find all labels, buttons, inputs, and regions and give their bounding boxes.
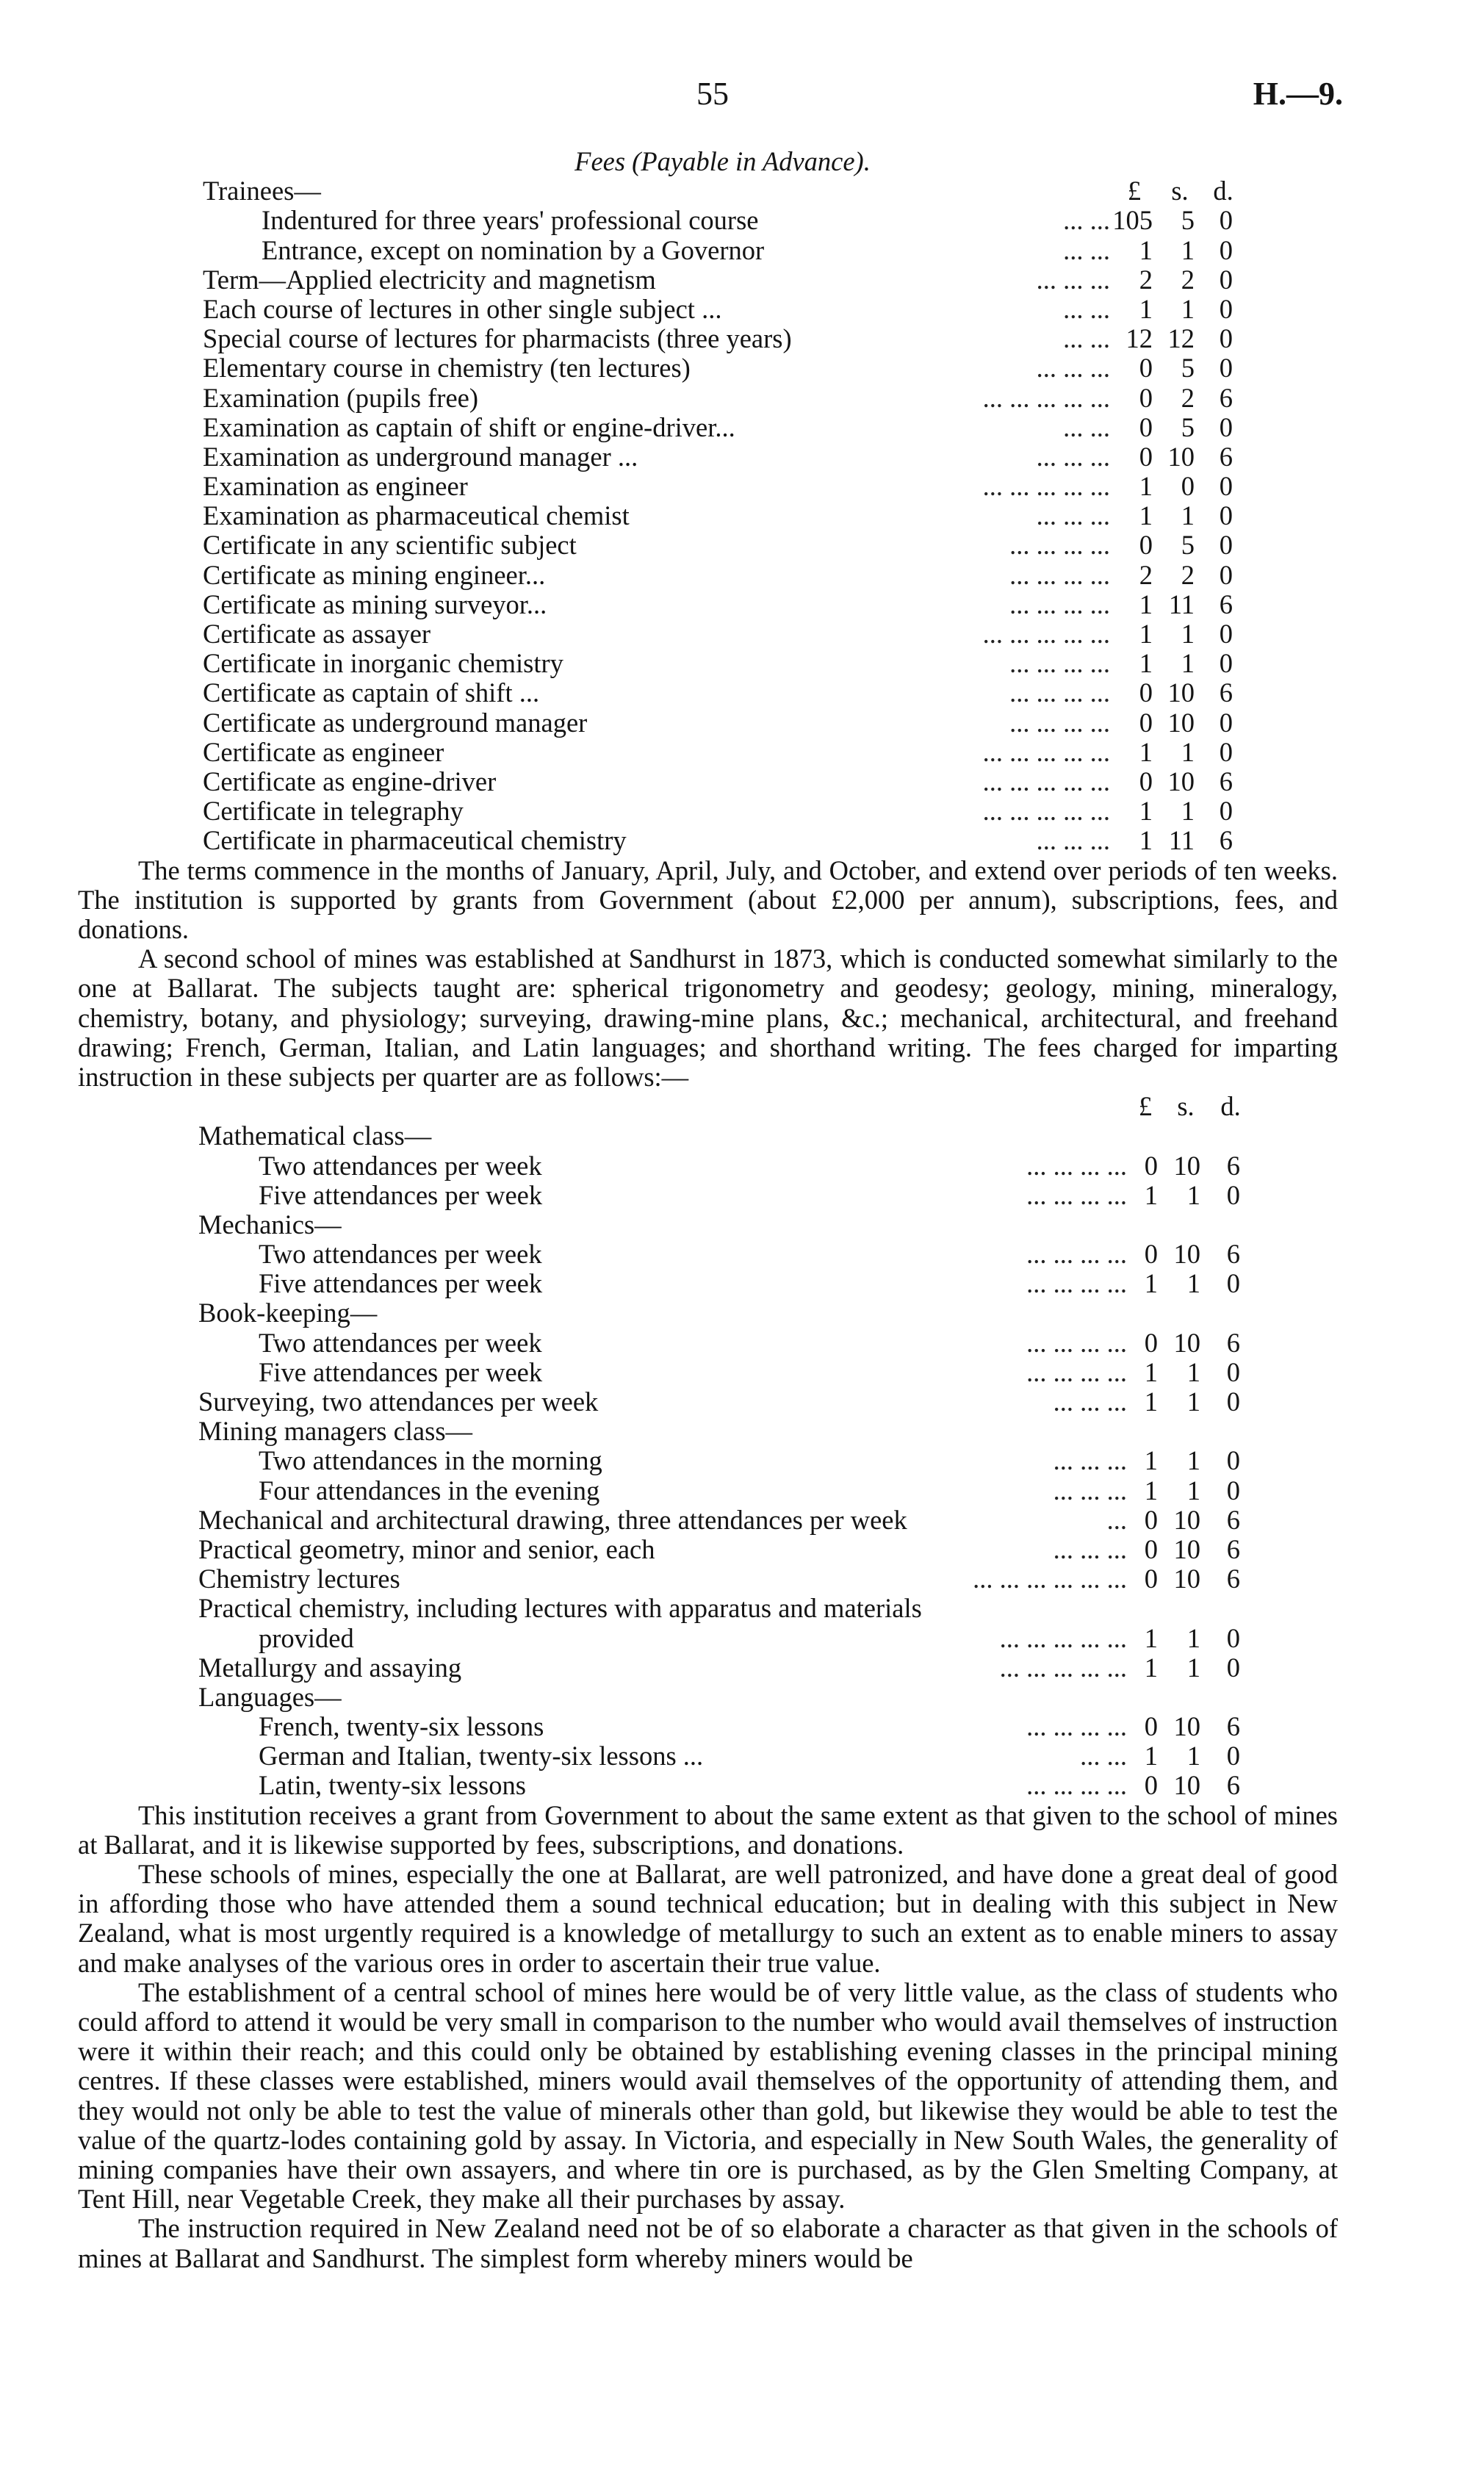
fee-shillings: 10: [1167, 707, 1195, 738]
fee-shillings: 1: [1181, 648, 1195, 679]
body-paragraph: The establishment of a central school of mines here would be of very little value, as the class of students who could afford to attend it would be very small in comparison to the number who would avail themselves of instruction were it within their reach; and this could only be obtained by establishing evening classes in the principal mining centres. If these classes were established, miners would avail themselves of the opportunity of attending them, and they would not only be able to test the value of minerals other than gold, but likewise they would be able to test the value of the quartz-lodes containing gold by assay. In Victoria, and especially in New South Wales, the generality of mining companies have their own assayers, and where tin ore is purchased, as by the Glen Smelting Company, at Tent Hill, near Vegetable Creek, they make all their purchases by assay.: [78, 1976, 1338, 2215]
leader-dots: ... ... ... ... ...: [999, 1622, 1127, 1653]
fee-pence: 6: [1219, 766, 1233, 796]
fee-row: [78, 1269, 1338, 1298]
fee-row: [78, 501, 1338, 530]
fee-shillings: 10: [1173, 1564, 1200, 1594]
fee-label: Examination as pharmaceutical chemist: [203, 500, 630, 531]
fee-pounds: 1: [1144, 1386, 1158, 1417]
fee-label: Chemistry lectures: [198, 1564, 400, 1594]
fee-row: [78, 1181, 1338, 1210]
fee-pounds: 0: [1139, 766, 1153, 796]
fee-pence: 0: [1219, 707, 1233, 738]
fees-caption: Fees (Payable in Advance).: [574, 146, 871, 176]
fee-label: Examination as engineer: [203, 471, 468, 502]
fee-label: Certificate as engineer: [203, 736, 444, 767]
leader-dots: ... ... ... ...: [1026, 1179, 1127, 1210]
leader-dots: ... ... ... ... ...: [982, 766, 1110, 796]
leader-dots: ... ... ... ... ...: [982, 382, 1110, 413]
fee-label: Certificate as assayer: [203, 619, 431, 649]
fee-pounds: 0: [1144, 1533, 1158, 1564]
fee-row: [78, 1741, 1338, 1771]
leader-dots: ... ... ... ...: [1009, 559, 1110, 590]
fee-pounds: 0: [1144, 1711, 1158, 1742]
fee-row: [78, 561, 1338, 590]
column-shillings: s.: [1177, 1091, 1195, 1122]
fee-shillings: 10: [1173, 1770, 1200, 1801]
leader-dots: ... ... ...: [1053, 1445, 1127, 1476]
fee-shillings: 1: [1181, 234, 1195, 265]
fee-row: [78, 1506, 1338, 1535]
fee-row: [78, 1712, 1338, 1741]
fee-pounds: 1: [1139, 589, 1153, 619]
fee-pence: 6: [1219, 825, 1233, 856]
fee-pence: 6: [1226, 1504, 1240, 1535]
leader-dots: ... ... ...: [1036, 441, 1110, 472]
fee-label: Two attendances in the morning: [259, 1445, 602, 1476]
fee-pounds: 1: [1144, 1652, 1158, 1683]
fee-label: Mechanical and architectural drawing, three attendances per week: [198, 1504, 907, 1535]
fee-shillings: 1: [1181, 736, 1195, 767]
fee-pence: 6: [1219, 441, 1233, 472]
leader-dots: ... ... ... ... ...: [982, 796, 1110, 827]
leader-dots: ... ... ... ...: [1026, 1770, 1127, 1801]
fee-shillings: 0: [1181, 471, 1195, 502]
fee-row: [78, 796, 1338, 826]
fee-pence: 0: [1226, 1652, 1240, 1683]
fee-pence: 0: [1226, 1179, 1240, 1210]
fee-label: Mathematical class—: [198, 1121, 432, 1151]
fee-shillings: 1: [1186, 1386, 1200, 1417]
fee-group-heading: [78, 1594, 1338, 1623]
leader-dots: ... ... ... ... ...: [982, 471, 1110, 502]
body-paragraph: The instruction required in New Zealand need not be of so elaborate a character as that given in the schools of mines at Ballarat and Sandhurst. The simplest form whereby miners would be: [78, 2213, 1338, 2273]
fee-pounds: 1: [1144, 1741, 1158, 1771]
fee-pence: 6: [1219, 589, 1233, 619]
sandhurst-table-header: [78, 1092, 1338, 1121]
paragraphs-group-b: [78, 1801, 1338, 2273]
fee-label: Entrance, except on nomination by a Governor: [262, 234, 765, 265]
fee-pence: 0: [1219, 530, 1233, 561]
fee-label: Examination as captain of shift or engine-driver...: [203, 411, 735, 442]
leader-dots: ... ... ... ... ...: [982, 736, 1110, 767]
fee-pounds: 0: [1144, 1564, 1158, 1594]
fee-pence: 0: [1226, 1268, 1240, 1299]
fee-label: Certificate as mining engineer...: [203, 559, 546, 590]
fee-shillings: 10: [1173, 1239, 1200, 1270]
fee-row: [78, 1476, 1338, 1506]
document-reference: H.—9.: [1253, 76, 1343, 112]
fee-pence: 0: [1219, 500, 1233, 531]
fee-label: Certificate in any scientific subject: [203, 530, 577, 561]
fee-row: [78, 1387, 1338, 1417]
ballarat-fees-table: [78, 206, 1338, 855]
fee-pence: 6: [1226, 1533, 1240, 1564]
fee-label: Certificate as captain of shift ...: [203, 677, 540, 708]
column-pounds: £: [1138, 1091, 1153, 1122]
fee-shillings: 10: [1173, 1711, 1200, 1742]
body-paragraph: This institution receives a grant from Government to about the same extent as that given to the school of mines at Ballarat, and it is likewise supported by fees, subscriptions, and donations.: [78, 1799, 1338, 1860]
leader-dots: ... ... ...: [1053, 1475, 1127, 1506]
fee-row: [78, 1653, 1338, 1683]
fee-label: Each course of lectures in other single subject ...: [203, 293, 722, 324]
fee-row: [78, 442, 1338, 472]
fee-pence: 0: [1219, 353, 1233, 384]
fee-row: [78, 236, 1338, 265]
leader-dots: ... ... ... ...: [1026, 1268, 1127, 1299]
trainees-heading: Trainees—: [203, 176, 321, 206]
fee-shillings: 1: [1181, 500, 1195, 531]
fee-pounds: 0: [1139, 441, 1153, 472]
leader-dots: ... ...: [1063, 234, 1110, 265]
fee-row: [78, 295, 1338, 324]
fee-label: Practical geometry, minor and senior, each: [198, 1533, 655, 1564]
fee-pounds: 1: [1139, 619, 1153, 649]
fee-shillings: 1: [1186, 1179, 1200, 1210]
fee-pounds: 0: [1139, 353, 1153, 384]
fee-pounds: 1: [1144, 1179, 1158, 1210]
fee-pence: 0: [1226, 1356, 1240, 1387]
column-shillings: s.: [1171, 176, 1189, 206]
fee-row: [78, 530, 1338, 560]
fee-pence: 6: [1226, 1327, 1240, 1358]
fee-pence: 0: [1219, 264, 1233, 295]
fee-row: [78, 1446, 1338, 1475]
body-paragraph: The terms commence in the months of January, April, July, and October, and extend over periods of ten weeks. The institution is supported by grants from Government (about £2,000 per annum), subscriptions, fees, and donations.: [78, 855, 1338, 944]
fee-pence: 0: [1219, 736, 1233, 767]
fee-label: Term—Applied electricity and magnetism: [203, 264, 656, 295]
fee-label: Four attendances in the evening: [259, 1475, 600, 1506]
fee-label: French, twenty-six lessons: [259, 1711, 544, 1742]
leader-dots: ... ... ... ...: [1026, 1239, 1127, 1270]
leader-dots: ... ... ... ... ...: [999, 1652, 1127, 1683]
leader-dots: ... ... ... ...: [1009, 677, 1110, 708]
fee-group-heading: [78, 1683, 1338, 1712]
leader-dots: ... ... ... ...: [1009, 707, 1110, 738]
fee-pence: 6: [1219, 677, 1233, 708]
fee-pounds: 2: [1139, 264, 1153, 295]
fee-label: Five attendances per week: [259, 1268, 543, 1299]
fee-pounds: 1: [1139, 796, 1153, 827]
fee-row: [78, 738, 1338, 767]
fee-shillings: 1: [1181, 293, 1195, 324]
fee-pounds: 0: [1144, 1770, 1158, 1801]
fee-label: Certificate as underground manager: [203, 707, 588, 738]
fee-shillings: 1: [1186, 1445, 1200, 1476]
fee-shillings: 2: [1181, 559, 1195, 590]
fee-label: Certificate in telegraphy: [203, 796, 464, 827]
fees-table-header: [78, 176, 1338, 206]
fee-shillings: 5: [1181, 411, 1195, 442]
leader-dots: ... ... ... ...: [1026, 1327, 1127, 1358]
leader-dots: ... ... ... ...: [1009, 648, 1110, 679]
fee-pounds: 1: [1144, 1356, 1158, 1387]
leader-dots: ... ... ... ...: [1009, 530, 1110, 561]
fee-shillings: 2: [1181, 264, 1195, 295]
fee-row: [78, 619, 1338, 649]
fee-label: Mechanics—: [198, 1209, 342, 1240]
fee-shillings: 1: [1186, 1356, 1200, 1387]
paragraphs-group-a: [78, 856, 1338, 1093]
fee-pence: 0: [1226, 1622, 1240, 1653]
fee-label: provided: [259, 1622, 354, 1653]
fee-shillings: 5: [1181, 530, 1195, 561]
fee-pence: 6: [1226, 1150, 1240, 1181]
column-pence: d.: [1213, 176, 1233, 206]
fee-label: Certificate in inorganic chemistry: [203, 648, 563, 679]
fee-row: [78, 678, 1338, 708]
fee-row: [78, 1624, 1338, 1653]
fee-shillings: 1: [1186, 1268, 1200, 1299]
fee-label: Languages—: [198, 1681, 342, 1712]
leader-dots: ... ... ... ... ... ...: [973, 1564, 1127, 1594]
fee-shillings: 10: [1167, 677, 1195, 708]
leader-dots: ... ...: [1063, 323, 1110, 354]
fee-row: [78, 1535, 1338, 1564]
fee-row: [78, 1328, 1338, 1358]
fee-shillings: 10: [1167, 441, 1195, 472]
fee-pounds: 0: [1144, 1239, 1158, 1270]
fee-row: [78, 413, 1338, 442]
fee-label: German and Italian, twenty-six lessons ...: [259, 1741, 704, 1771]
fee-label: Elementary course in chemistry (ten lectures): [203, 353, 691, 384]
fee-pounds: 0: [1139, 411, 1153, 442]
fee-pounds: 1: [1144, 1475, 1158, 1506]
fee-shillings: 1: [1186, 1622, 1200, 1653]
leader-dots: ...: [1106, 1504, 1127, 1535]
fee-pounds: 0: [1139, 707, 1153, 738]
fee-pounds: 0: [1144, 1327, 1158, 1358]
fee-group-heading: [78, 1121, 1338, 1151]
fee-label: Special course of lectures for pharmacists (three years): [203, 323, 792, 354]
fee-shillings: 1: [1186, 1652, 1200, 1683]
fee-pounds: 105: [1112, 205, 1153, 236]
fee-shillings: 10: [1173, 1327, 1200, 1358]
fee-pounds: 0: [1139, 382, 1153, 413]
fee-shillings: 11: [1168, 589, 1195, 619]
fee-label: Two attendances per week: [259, 1327, 542, 1358]
fee-pence: 0: [1219, 648, 1233, 679]
leader-dots: ... ...: [1063, 293, 1110, 324]
fee-label: Practical chemistry, including lectures with apparatus and materials: [198, 1593, 922, 1624]
fee-pounds: 1: [1144, 1268, 1158, 1299]
fee-label: Examination (pupils free): [203, 382, 479, 413]
fee-shillings: 5: [1181, 205, 1195, 236]
fee-shillings: 5: [1181, 353, 1195, 384]
fee-pence: 0: [1226, 1386, 1240, 1417]
leader-dots: ... ... ...: [1053, 1386, 1127, 1417]
fee-pounds: 1: [1144, 1445, 1158, 1476]
fee-pence: 0: [1219, 323, 1233, 354]
fee-label: Five attendances per week: [259, 1179, 543, 1210]
fee-group-heading: [78, 1210, 1338, 1240]
fee-label: Metallurgy and assaying: [198, 1652, 462, 1683]
fee-label: Mining managers class—: [198, 1416, 473, 1447]
fee-pounds: 0: [1139, 677, 1153, 708]
fee-row: [78, 265, 1338, 295]
fee-shillings: 1: [1181, 619, 1195, 649]
fee-pounds: 1: [1139, 500, 1153, 531]
sandhurst-fees-table: [78, 1121, 1338, 1800]
fee-row: [78, 1771, 1338, 1800]
fee-pence: 6: [1226, 1564, 1240, 1594]
fee-pence: 0: [1226, 1445, 1240, 1476]
fee-shillings: 12: [1167, 323, 1195, 354]
fee-pounds: 1: [1139, 825, 1153, 856]
fee-pence: 6: [1226, 1770, 1240, 1801]
fee-row: [78, 324, 1338, 353]
fee-row: [78, 353, 1338, 383]
fee-pence: 0: [1219, 619, 1233, 649]
fee-pounds: 1: [1139, 648, 1153, 679]
fee-label: Latin, twenty-six lessons: [259, 1770, 526, 1801]
fee-pence: 0: [1226, 1475, 1240, 1506]
fee-label: Two attendances per week: [259, 1150, 542, 1181]
fee-shillings: 10: [1173, 1533, 1200, 1564]
fee-pence: 6: [1226, 1711, 1240, 1742]
fee-row: [78, 1240, 1338, 1269]
column-pounds: £: [1127, 176, 1142, 206]
body-paragraph: These schools of mines, especially the one at Ballarat, are well patronized, and have done a great deal of good in affording those who have attended them a sound technical education; but in dealing with this subject in New Zealand, what is most urgently required is a knowledge of metallurgy to such an extent as to enable miners to assay and make analyses of the various ores in order to ascertain their true value.: [78, 1859, 1338, 1978]
fee-label: Five attendances per week: [259, 1356, 543, 1387]
leader-dots: ... ... ... ...: [1026, 1711, 1127, 1742]
fee-shillings: 1: [1186, 1741, 1200, 1771]
fee-shillings: 1: [1186, 1475, 1200, 1506]
fee-pence: 0: [1219, 293, 1233, 324]
fee-row: [78, 708, 1338, 738]
fee-row: [78, 1151, 1338, 1181]
leader-dots: ... ... ... ... ...: [982, 619, 1110, 649]
leader-dots: ... ... ...: [1053, 1533, 1127, 1564]
column-pence: d.: [1220, 1091, 1241, 1122]
fee-pence: 6: [1226, 1239, 1240, 1270]
fee-label: Surveying, two attendances per week: [198, 1386, 599, 1417]
fee-row: [78, 767, 1338, 796]
leader-dots: ... ... ... ...: [1026, 1150, 1127, 1181]
leader-dots: ... ... ...: [1036, 500, 1110, 531]
fee-group-heading: [78, 1298, 1338, 1328]
fee-label: Two attendances per week: [259, 1239, 542, 1270]
fee-pence: 0: [1219, 559, 1233, 590]
fee-pounds: 12: [1125, 323, 1153, 354]
fee-shillings: 10: [1167, 766, 1195, 796]
fee-label: Certificate as engine-driver: [203, 766, 497, 796]
fee-row: [78, 206, 1338, 235]
fee-row: [78, 1358, 1338, 1387]
leader-dots: ... ...: [1063, 205, 1110, 236]
fee-label: Book-keeping—: [198, 1298, 378, 1328]
leader-dots: ... ... ...: [1036, 353, 1110, 384]
fee-label: Certificate in pharmaceutical chemistry: [203, 825, 627, 856]
fee-pence: 0: [1219, 411, 1233, 442]
page-body: [78, 147, 1338, 2273]
leader-dots: ... ...: [1080, 1741, 1127, 1771]
fee-shillings: 2: [1181, 382, 1195, 413]
fee-pounds: 0: [1139, 530, 1153, 561]
fee-pence: 0: [1219, 796, 1233, 827]
fee-row: [78, 826, 1338, 855]
fee-pounds: 1: [1144, 1622, 1158, 1653]
fee-shillings: 10: [1173, 1150, 1200, 1181]
fee-pence: 0: [1219, 205, 1233, 236]
fee-group-heading: [78, 1417, 1338, 1446]
leader-dots: ... ... ... ...: [1009, 589, 1110, 619]
fee-row: [78, 1564, 1338, 1594]
fee-label: Certificate as mining surveyor...: [203, 589, 547, 619]
fee-pounds: 0: [1144, 1504, 1158, 1535]
page-number: 55: [696, 76, 729, 112]
fee-pence: 0: [1219, 234, 1233, 265]
fee-row: [78, 649, 1338, 678]
fee-pence: 6: [1219, 382, 1233, 413]
fee-pence: 0: [1219, 471, 1233, 502]
leader-dots: ... ... ...: [1036, 825, 1110, 856]
leader-dots: ... ... ...: [1036, 264, 1110, 295]
leader-dots: ... ...: [1063, 411, 1110, 442]
body-paragraph: A second school of mines was established at Sandhurst in 1873, which is conducted somewhat similarly to the one at Ballarat. The subjects taught are: spherical trigonometry and geodesy; geology, mining, mineralogy, chemistry, botany, and physiology; surveying, drawing-mine plans, &c.; mechanical, architectural, and freehand drawing; French, German, Italian, and Latin languages; and shorthand writing. The fees charged for imparting instruction in these subjects per quarter are as follows:—: [78, 943, 1338, 1092]
fee-shillings: 11: [1168, 825, 1195, 856]
fee-pounds: 1: [1139, 471, 1153, 502]
fee-pence: 0: [1226, 1741, 1240, 1771]
leader-dots: ... ... ... ...: [1026, 1356, 1127, 1387]
fee-pounds: 0: [1144, 1150, 1158, 1181]
fee-pounds: 2: [1139, 559, 1153, 590]
fee-row: [78, 384, 1338, 413]
fee-label: Indentured for three years' professional course: [262, 205, 759, 236]
fee-pounds: 1: [1139, 293, 1153, 324]
fee-shillings: 10: [1173, 1504, 1200, 1535]
fee-pounds: 1: [1139, 234, 1153, 265]
fee-row: [78, 590, 1338, 619]
fee-shillings: 1: [1181, 796, 1195, 827]
page-header: [0, 73, 1484, 118]
fee-row: [78, 472, 1338, 501]
fee-pounds: 1: [1139, 736, 1153, 767]
fee-label: Examination as underground manager ...: [203, 441, 638, 472]
